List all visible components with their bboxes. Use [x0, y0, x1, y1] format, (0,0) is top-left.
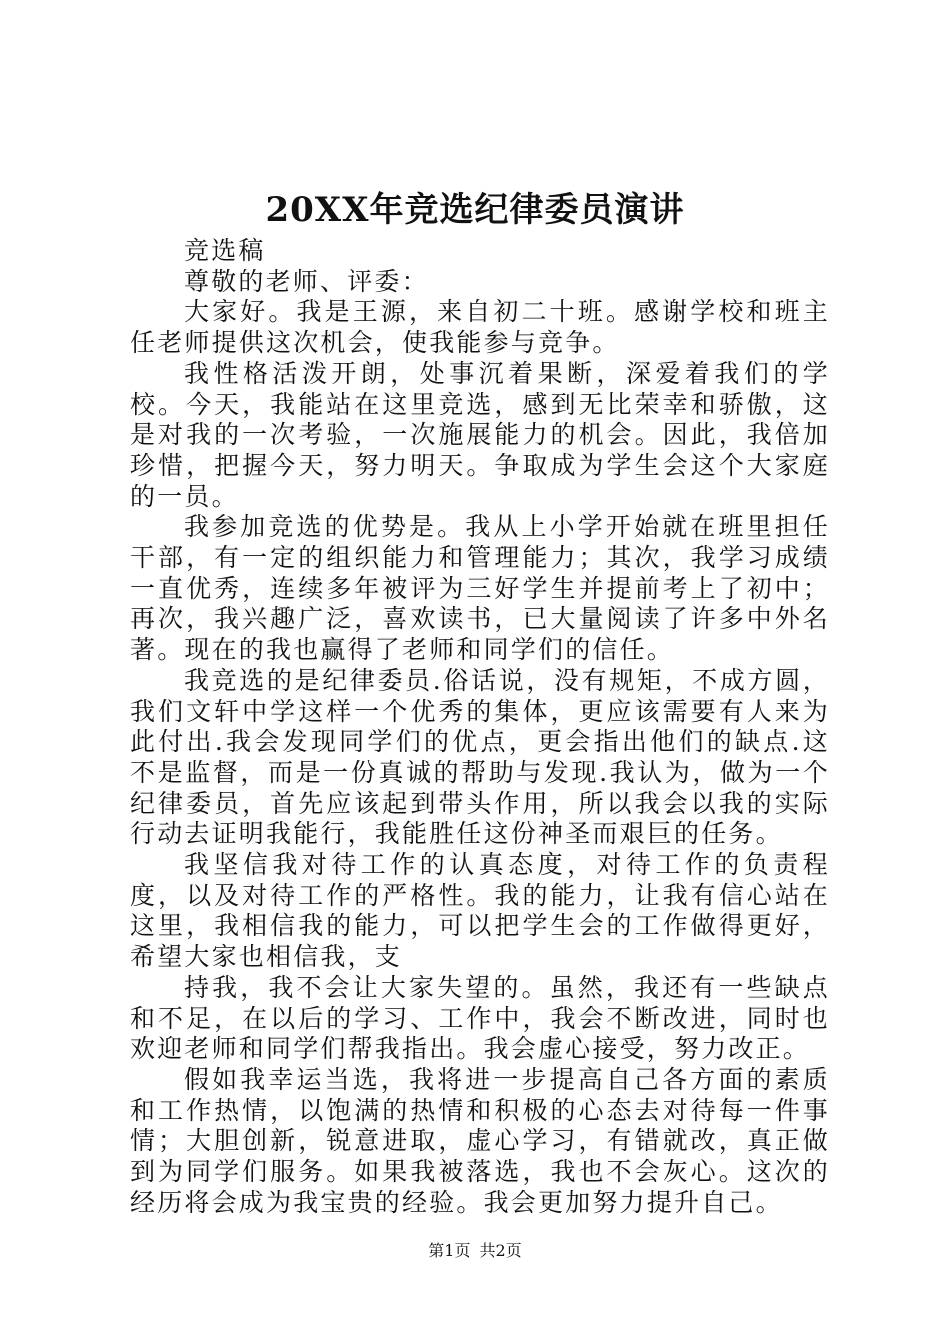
paragraph: 假如我幸运当选，我将进一步提高自己各方面的素质和工作热情，以饱满的热情和积极的心态去对待每一件事情；大胆创新，锐意进取，虚心学习，有错就改，真正做到为同学们服务。如果我被落选，我也不会灰心。这次的经历将会成为我宝贵的经验。我会更加努力提升自己。 [130, 1064, 830, 1217]
document-title: 20XX年竞选纪律委员演讲 [265, 190, 685, 230]
paragraph: 我性格活泼开朗，处事沉着果断，深爱着我们的学校。今天，我能站在这里竞选，感到无比荣幸和骄傲，这是对我的一次考验，一次施展能力的机会。因此，我倍加珍惜，把握今天，努力明天。争取成为学生会这个大家庭的一员。 [130, 358, 830, 511]
paragraph: 我参加竞选的优势是。我从上小学开始就在班里担任干部，有一定的组织能力和管理能力；其次，我学习成绩一直优秀，连续多年被评为三好学生并提前考上了初中；再次，我兴趣广泛，喜欢读书，已大量阅读了许多中外名著。现在的我也赢得了老师和同学们的信任。 [130, 512, 830, 665]
page-total: 共2页 [479, 1241, 522, 1260]
page-footer [0, 1240, 950, 1262]
document-body [130, 236, 830, 1219]
paragraph: 持我，我不会让大家失望的。虽然，我还有一些缺点和不足，在以后的学习、工作中，我会不断改进，同时也欢迎老师和同学们帮我指出。我会虚心接受，努力改正。 [130, 972, 830, 1064]
paragraph: 大家好。我是王源，来自初二十班。感谢学校和班主任老师提供这次机会，使我能参与竞争。 [130, 297, 830, 358]
paragraph: 我竞选的是纪律委员.俗话说，没有规矩，不成方圆，我们文轩中学这样一个优秀的集体，更应该需要有人来为此付出.我会发现同学们的优点，更会指出他们的缺点.这不是监督，而是一份真诚的帮助与发现.我认为，做为一个纪律委员，首先应该起到带头作用，所以我会以我的实际行动去证明我能行，我能胜任这份神圣而艰巨的任务。 [130, 665, 830, 849]
paragraph: 竞选稿 [184, 236, 266, 265]
page-number: 第1页 [428, 1241, 471, 1260]
paragraph: 尊敬的老师、评委： [184, 266, 429, 296]
paragraph: 我坚信我对待工作的认真态度，对待工作的负责程度，以及对待工作的严格性。我的能力，让我有信心站在这里，我相信我的能力，可以把学生会的工作做得更好，希望大家也相信我，支 [130, 850, 830, 972]
